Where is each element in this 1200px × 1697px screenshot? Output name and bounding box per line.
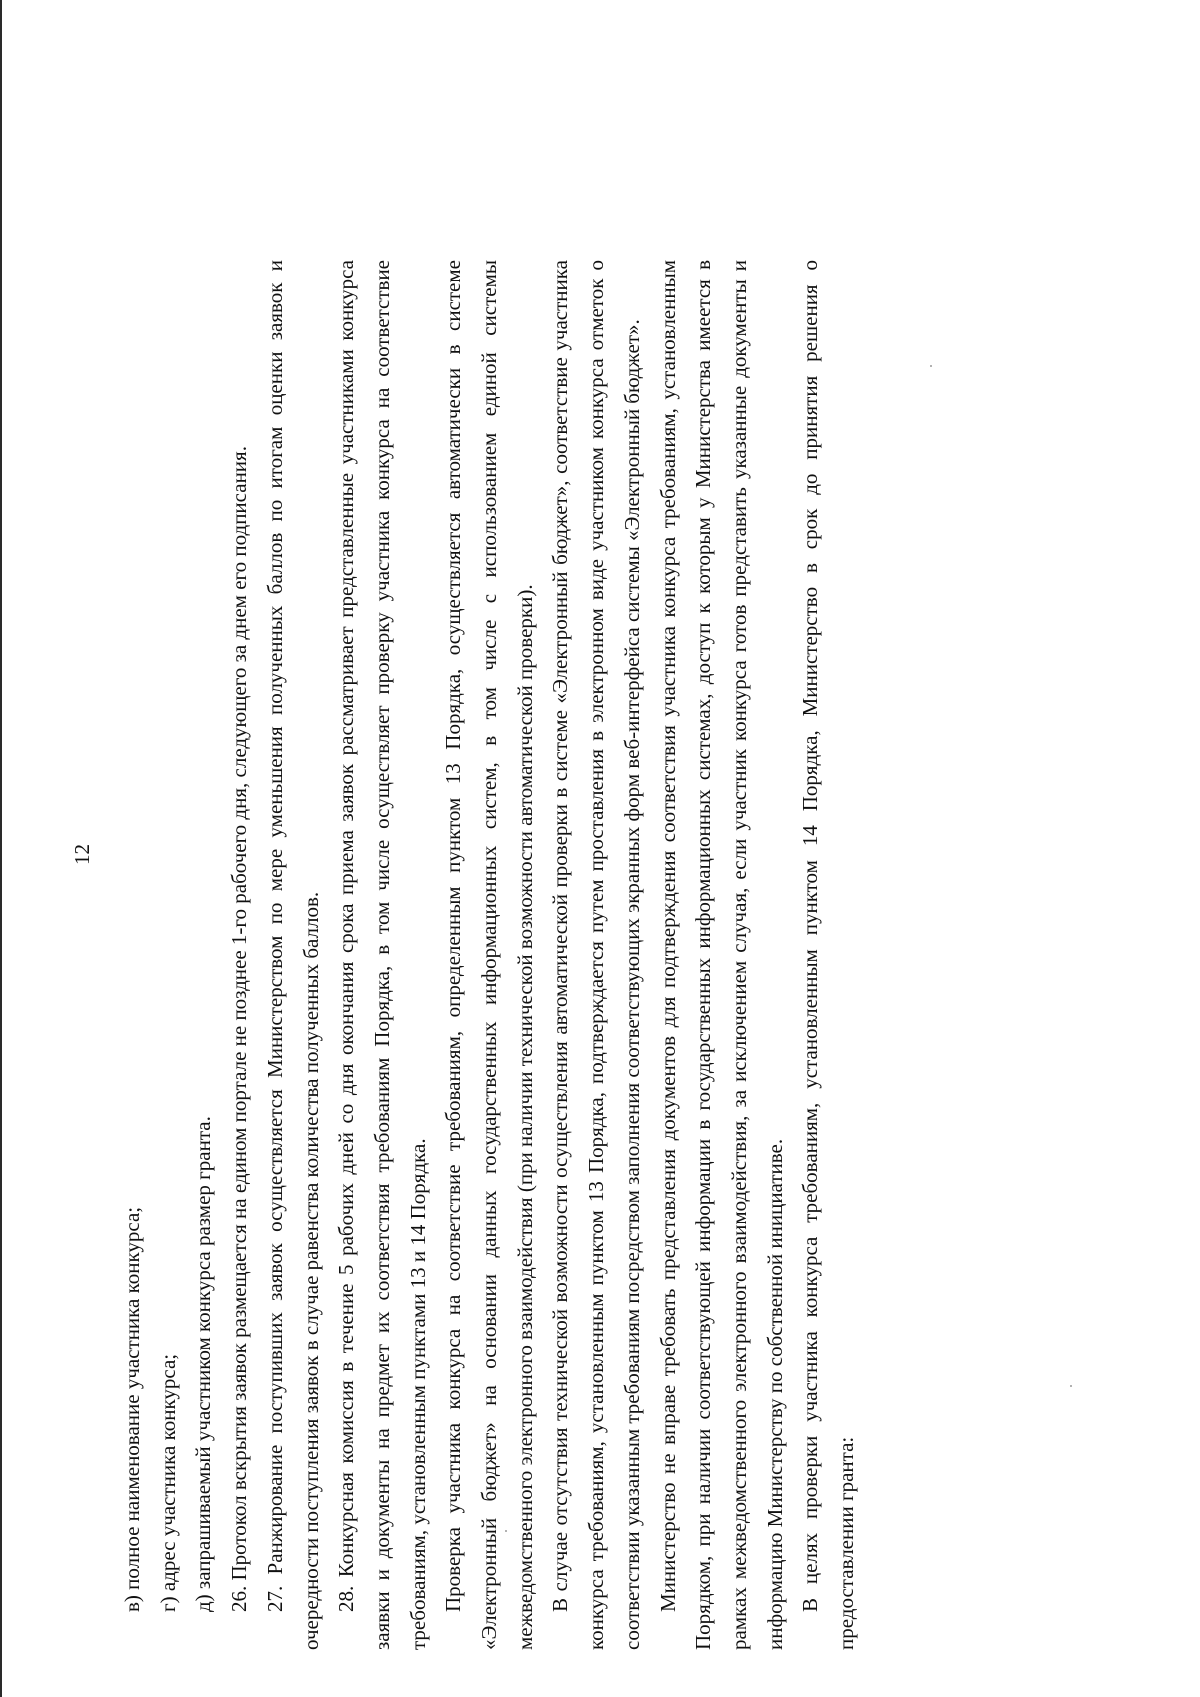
scan-speck [1070,1385,1072,1387]
paragraph-no-tech-possibility: В случае отсутствия технической возможности осуществления автоматической проверки в системе «Электронный бюджет», соответствие участника конкурса требованиям, установленным пунктом 13 Порядка, подтверждается путем проставления в электронном виде участником конкурса отметок о соответствии указанным требованиям посредством заполнения соответствующих экранных форм веб-интерфейса системы «Электронный бюджет». [548,260,644,1650]
document-page [115,260,865,1650]
paragraph-26: 26. Протокол вскрытия заявок размещается на едином портале не позднее 1-го рабочего дня, следующего за днем его подписания. [227,446,252,1612]
paragraph-auto-check: Проверка участника конкурса на соответствие требованиям, определенным пунктом 13 Порядка, осуществляется автоматически в системе «Электронный бюджет» на основании данных государственных информационных систем, в том числе с использованием единой системы межведомственного электронного взаимодействия (при наличии технической возможности автоматической проверки). [441,260,537,1650]
scan-speck [930,365,932,367]
paragraph-27: 27. Ранжирование поступивших заявок осуществляется Министерством по мере уменьшения полученных баллов по итогам оценки заявок и очередности поступления заявок в случае равенства количества полученных баллов. [262,260,323,1650]
list-item-g: г) адрес участника конкурса; [155,1353,180,1612]
paragraph-ministry-documents: Министерство не вправе требовать представления документов для подтверждения соответствия участника конкурса требованиям, установленным Порядком, при наличии соответствующей информации в государственных информационных системах, доступ к которым у Министерства имеется в рамках межведомственного электронного взаимодействия, за исключением случая, если участник конкурса готов представить указанные документы и информацию Министерству по собственной инициативе. [655,260,787,1650]
paragraph-purpose-check: В целях проверки участника конкурса требованиям, установленным пунктом 14 Порядка, Министерство в срок до принятия решения о предоставлении гранта: [798,260,859,1650]
paragraph-28: 28. Конкурсная комиссия в течение 5 рабочих дней со дня окончания срока приема заявок рассматривает представленные участниками конкурса заявки и документы на предмет их соответствия требованиям Порядка, в том числе осуществляет проверку участника конкурса на соответствие требованиям, установленным пунктами 13 и 14 Порядка. [334,260,430,1650]
scan-left-edge [0,0,2,1697]
page-number: 12 [70,844,94,865]
document-body [115,260,865,1650]
list-item-v: в) полное наименование участника конкурса; [120,1206,144,1612]
list-item-d: д) запрашиваемый участником конкурса размер гранта. [191,1116,216,1612]
